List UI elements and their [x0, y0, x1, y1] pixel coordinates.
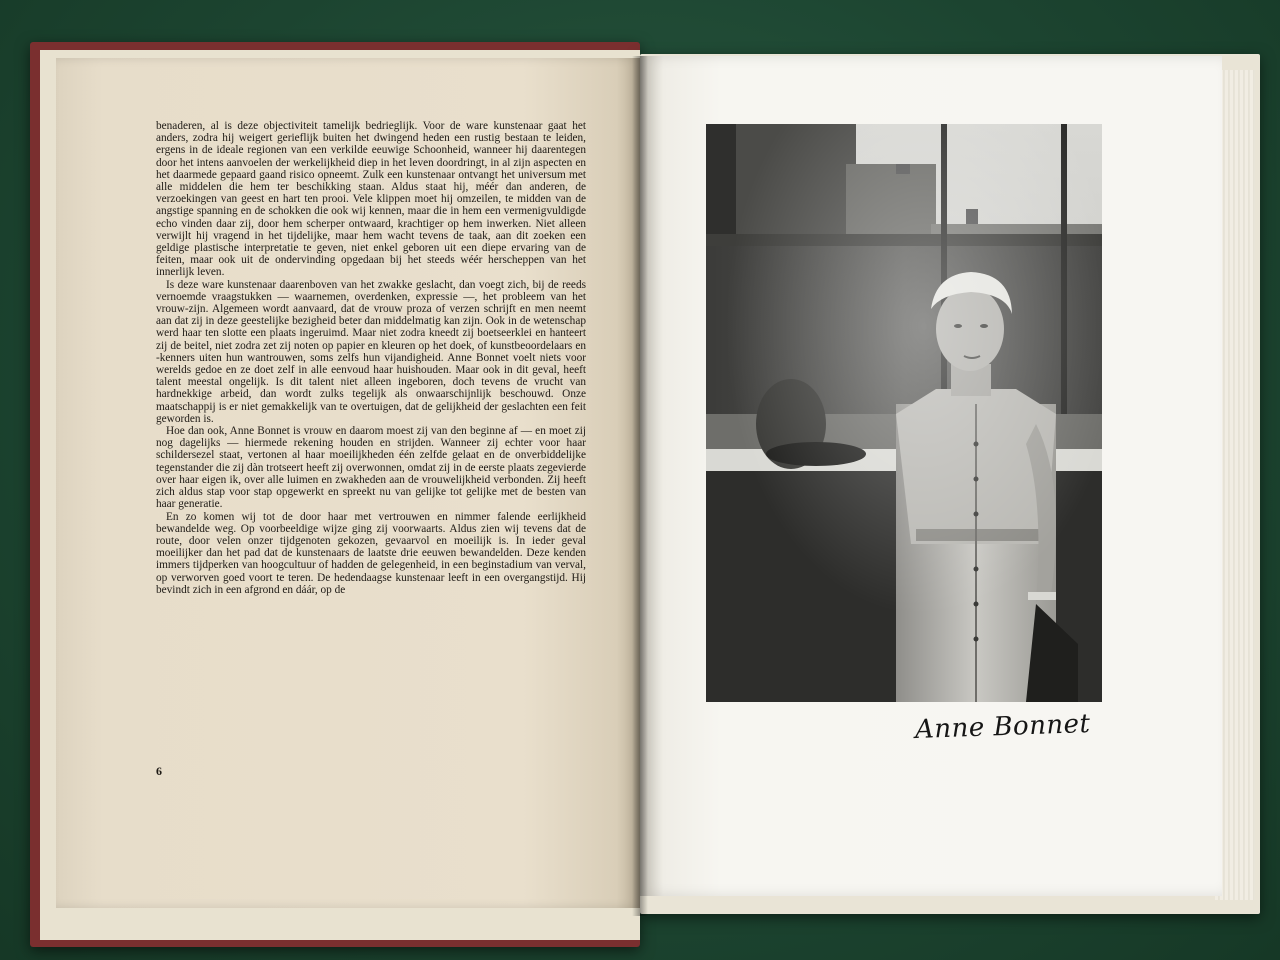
paragraph: Is deze ware kunstenaar daarenboven van het zwakke geslacht, dan voegt zich, bij de reeds vernoemde vraagstukken — waarnemen, overdenken, expressie —, het probleem van het vrouw-zijn. Algemeen wordt aanvaard, dat de vrouw proza of verzen schrijft en men neemt aan dat zij in deze geestelijke bezigheid beter dan middelmatig kan zijn. Ook in de wetenschap werd haar ten slotte een plaats ingeruimd. Maar niet zodra kneedt zij boetseerklei en hanteert zij de beitel, niet zodra zet zij noten op papier en kleuren op het doek, of kunstbeoordelaars en -kenners uiten hun wantrouwen, soms zelfs hun vijandigheid. Anne Bonnet voelt niets voor werelds gedoe en ze doet zelf in alle eenvoud haar huishouden. Maar ook in dit geval, heeft talent meestal ongelijk. Is dit talent niet alleen ingeboren, doch tevens de vrucht van hardnekkige arbeid, dan wordt zulks tegelijk als onwaarschijnlijk beschouwd. Onze maatschappij is er niet gemakkelijk van te overtuigen, dat de gelijkheid der geslachten een feit geworden is.: [156, 278, 586, 425]
signature: Anne Bonnet: [914, 708, 1091, 746]
paragraph: En zo komen wij tot de door haar met vertrouwen en nimmer falende eerlijkheid bewandelde weg. Op voorbeeldige wijze ging zij voorwaarts. Aldus zien wij tevens dat de route, door velen onzer tijdgenoten gekozen, gevaarvol en moeilijk is. In ieder geval moeilijker dan het pad dat de kunstenaars de laatste drie eeuwen bewandelden. Deze kenden immers tijdperken van hoogcultuur of hadden de gelegenheid, in een beginstadium van verval, op verworven goed voort te teren. De hedendaagse kunstenaar leeft in een overgangstijd. Hij bevindt zich in een afgrond en dáár, op de: [156, 510, 586, 596]
paragraph: Hoe dan ook, Anne Bonnet is vrouw en daarom moest zij van den beginne af — en moet zij nog dagelijks — hiermede rekening houden en strijden. Wanneer zij echter voor haar schildersezel staat, vertonen al haar moeilijkheden één zelfde gelaat en de onverbiddelijke tegenstander die zij dàn trotseert heeft zij overwonnen, omdat zij in de eerste plaats zegevierde over haar eigen ik, over alle luimen en zwakheden aan de vrouwelijkheid verbonden. Zij heeft zich aldus stap voor stap opgewerkt en spreekt nu van gelijke tot gelijke met de besten van haar generatie.: [156, 425, 586, 511]
body-text: [156, 120, 586, 596]
portrait-photo-drawing: [706, 124, 1102, 702]
paragraph: benaderen, al is deze objectiviteit tamelijk bedrieglijk. Voor de ware kunstenaar gaat het anders, zodra hij weigert gerieflijk buiten het dwingend heden een rustig bestaan te leiden, ergens in de ideale regionen van een verkilde eeuwige Schoonheid, wanneer hij daarentegen door het intens aanvoelen der werkelijkheid diep in het leven doordringt, in al zijn aspecten en het daarmede gepaard gaand risico opneemt. Zulk een kunstenaar ontvangt het universum met alle middelen die hem ter beschikking staan. Aldus staat hij, méér dan anderen, de verzoekingen van geest en hart ten prooi. Vele klippen moet hij omzeilen, te midden van de angstige spanning en de schokken die ook wij kennen, maar die in hem een vermenigvuldigde echo vinden daar zij, door hem scherper ontwaard, krachtiger op hem inwerken. Niet alleen verwijlt hij vragend in het tijdelijke, maar hem wacht tevens de taak, aan dit zoeken een geldige plastische interpretatie te geven, niet enkel geboren uit een diepe ervaring van de feiten, maar ook uit de ondervinding opgedaan bij het steeds wéér herscheppen van het innerlijk leven.: [156, 120, 586, 279]
portrait-photograph: [706, 124, 1102, 702]
book-gutter: [632, 56, 648, 916]
page-number: 6: [156, 764, 162, 778]
